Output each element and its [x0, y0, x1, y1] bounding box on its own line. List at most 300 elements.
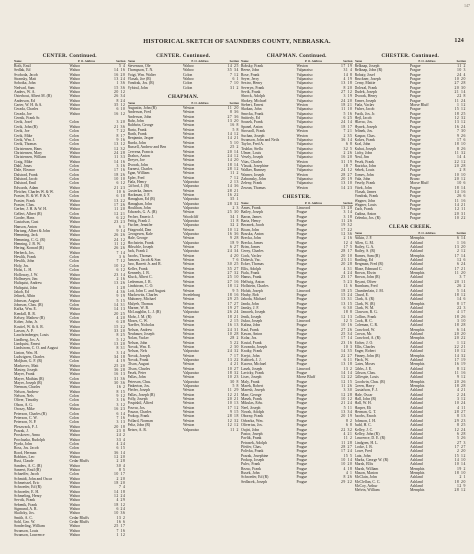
section-number: 13 28: [340, 205, 353, 210]
po-address: Colon: [69, 415, 79, 420]
section-number: 8 5: [118, 467, 126, 472]
po-address: Memphis: [410, 384, 425, 389]
owner-name: Peterson, C. W.: [14, 415, 38, 420]
po-address: Prague: [410, 116, 421, 121]
section-number: 18 26: [113, 172, 126, 177]
section-number: 5 16: [343, 111, 353, 116]
po-address: Weston: [296, 159, 308, 164]
owner-name: Ellis, Adolph: [241, 266, 262, 271]
owner-name: Lutz, John: [354, 453, 371, 458]
owner-name: Eicher, J. O.: [354, 340, 374, 345]
owner-name: Dobesh, Vac.: [241, 258, 262, 263]
po-address: Weston: [183, 132, 195, 137]
po-address: Prague: [410, 85, 421, 90]
po-address: Ashland: [410, 453, 423, 458]
owner-name: Swanson, Lawrence: [14, 533, 45, 538]
page-title: HISTORICAL SKETCH OF SAUNDERS COUNTY, NEBRASKA.: [143, 38, 331, 45]
section-number: 10 14: [340, 457, 353, 462]
owner-name: Holy, Jos.: [14, 263, 30, 268]
section-number: 8 25: [116, 333, 126, 338]
po-address: Wahoo: [69, 298, 81, 303]
owner-name: Jacobs, Thomas: [127, 253, 152, 258]
owner-name: Posvar, Jos.: [127, 405, 146, 410]
owner-name: Fiala, Henry: [127, 179, 147, 184]
section-number: 8 36: [229, 110, 239, 115]
owner-name: Kelley, John (R): [354, 431, 380, 436]
po-address: Wahoo: [69, 307, 81, 312]
po-address: Wahoo: [183, 68, 194, 73]
section-number: 16 19: [454, 362, 466, 367]
owner-name: Fucik, Jos. Jr.: [354, 111, 376, 116]
owner-name: Holloway, J. W.: [14, 272, 39, 277]
section-number: 7 21: [343, 129, 353, 134]
po-address: Weston: [183, 414, 195, 419]
section-number: 27 12: [340, 90, 353, 95]
po-address: Wahoo: [69, 450, 81, 455]
section-number: 17 26: [113, 203, 126, 207]
section-number: 11 32: [454, 150, 466, 155]
po-address: Ashland: [410, 475, 423, 480]
po-address: Weston: [183, 171, 195, 176]
po-address: Valparaiso: [296, 90, 313, 95]
section-number: 22 32: [340, 427, 353, 432]
owner-name: Prokop, Joseph: [241, 457, 265, 462]
section-number: 9 26: [456, 133, 466, 138]
section-number: 7 14: [116, 250, 126, 255]
po-address: Memphis: [410, 301, 425, 306]
owner-name: Dalstrad, Emil: [14, 181, 37, 186]
owner-name: Barta, Henry: [241, 219, 261, 223]
owner-name: Novak, Wm. E.: [127, 344, 152, 349]
section-number: 12 4: [343, 240, 353, 245]
owner-name: Warner, Joseph: [241, 172, 265, 177]
section-number: 14 16: [454, 189, 466, 194]
section-number: 6 8: [345, 423, 353, 428]
owner-name: Vybiral, John: [127, 85, 148, 90]
po-address: Weston: [183, 153, 195, 158]
section-number: 14 13: [113, 307, 126, 312]
section-number: 17 5: [343, 245, 353, 250]
section-number: 2 13: [229, 179, 239, 184]
po-address: Weston: [183, 401, 195, 406]
po-address: Valparaiso: [296, 81, 313, 86]
section-number: 18 9: [229, 240, 239, 245]
owner-name: Skalicky, Jos.: [14, 511, 35, 516]
po-address: Ashland: [410, 262, 423, 267]
po-address: Cedar Bluffs: [69, 520, 89, 525]
owner-name: Mason, Marion: [354, 470, 378, 475]
owner-name: McLaughlin, L. J. (R): [127, 310, 161, 315]
owner-name: Zeleny, Frank: [241, 181, 263, 186]
po-address: Wahoo: [69, 103, 81, 108]
section-heading: CHAPMAN.: [167, 94, 199, 101]
section-number: 30 25: [227, 262, 239, 267]
po-address: Ashland: [410, 358, 423, 362]
owner-name: Kluck, Albert C.: [127, 275, 153, 280]
owner-name: Marsh, William: [354, 466, 379, 471]
po-address: Prague: [296, 258, 308, 263]
po-address: Ashland: [410, 371, 423, 376]
po-address: Prague: [410, 172, 421, 177]
po-address: Wahoo: [69, 476, 81, 481]
owner-name: Hall, John (R): [354, 397, 377, 402]
page-number: 124: [454, 38, 464, 44]
section-number: 31 19: [340, 159, 353, 164]
owner-name: Cerik, Mike: [14, 133, 33, 138]
section-number: 20 20: [454, 331, 466, 336]
owner-name: Jelinek, Albin: [14, 294, 36, 299]
owner-name: Shrock, Adolph: [241, 94, 265, 99]
owner-name: Svoboda, Jacob: [14, 72, 38, 77]
po-address: Colon: [183, 85, 193, 90]
owner-name: Odvarka, Wm.: [241, 418, 264, 423]
owner-name: Ecker, Thomas: [241, 262, 264, 267]
section-number: 19 2: [456, 466, 466, 471]
owner-name: Sevcik, Frank: [14, 498, 36, 503]
section-number: 10 24: [454, 401, 466, 406]
po-address: Valparaiso: [183, 219, 200, 223]
po-address: Prague: [296, 219, 308, 223]
po-address: Valparaiso: [183, 249, 200, 254]
po-address: Prague: [296, 245, 308, 250]
owner-name: Oliver, Timothy: [14, 398, 39, 403]
po-address: Prague: [296, 253, 308, 258]
section-number: 8 31: [116, 346, 126, 351]
section-number: 2 26: [343, 150, 353, 155]
owner-name: Walker, Rumsey: [241, 168, 267, 173]
owner-name: Keller, Frank: [127, 266, 148, 271]
owner-name: Polivka, Frank: [241, 449, 264, 454]
section-number: 17 24: [340, 449, 353, 454]
po-address: Wahoo: [69, 107, 81, 112]
owner-name: Zelenka, Jos. (R): [354, 216, 381, 221]
section-number: 4 29: [116, 498, 126, 503]
owner-name: Christensen, Hans: [14, 146, 42, 151]
section-number: 32 5: [343, 146, 353, 151]
po-address: Ashland: [410, 414, 423, 419]
section-number: 20 21: [227, 397, 239, 402]
owner-name: Zach, Frank: [354, 207, 373, 212]
owner-name: Cerada, Joe: [14, 111, 32, 116]
po-address: Prague: [296, 353, 308, 358]
po-address: Weston: [296, 133, 308, 138]
section-number: 13 2: [116, 515, 126, 520]
section-number: 28 2: [229, 336, 239, 341]
owner-name: Dvorak, John: [127, 162, 148, 167]
po-address: Wahoo: [69, 207, 81, 212]
po-address: Weston: [183, 366, 195, 371]
po-address: Wahoo: [69, 355, 81, 360]
owner-name: Sousek, Frank: [241, 120, 263, 125]
column-label-name: Name: [241, 59, 249, 63]
section-number: 14 12: [227, 132, 239, 137]
owner-name: Cervena, Francis: [127, 149, 154, 154]
section-number: 14 18: [113, 489, 126, 494]
section-number: 8 26: [456, 146, 466, 151]
section-number: 23 16: [340, 340, 353, 345]
section-number: 16 20: [113, 72, 126, 77]
owner-name: Vlasak, Joe (R): [127, 77, 152, 82]
owner-name: Kral, John: [354, 142, 371, 147]
section-number: 4 21: [343, 431, 353, 436]
section-number: 10 22: [454, 216, 466, 221]
section-number: 2 20: [116, 476, 126, 481]
po-address: Prague: [296, 327, 308, 332]
po-address: Linwood: [296, 205, 311, 210]
po-address: Wahoo: [69, 368, 81, 373]
owner-name: Olson, Charles: [127, 366, 151, 371]
owner-name: Dalstrad, Frank: [14, 172, 38, 177]
section-number: 14 16: [113, 68, 126, 73]
owner-name: Ruzicka, John: [354, 163, 377, 168]
section-number: 6 12: [116, 181, 126, 186]
owner-name: Kovanda, Joseph: [241, 344, 267, 349]
owner-name: Dolezal, Frank: [354, 85, 378, 90]
section-number: 3 16: [116, 398, 126, 403]
po-address: Ashland: [410, 318, 423, 323]
po-address: Prague: [410, 155, 421, 160]
section-number: 8 2: [345, 418, 353, 423]
section-number: 10 12: [340, 397, 353, 402]
owner-name: Anderson, Fred: [127, 110, 152, 115]
owner-name: Schroeder, E. H.: [14, 489, 40, 494]
section-number: 26 26: [113, 233, 126, 238]
po-address: Wahoo: [69, 72, 81, 77]
owner-name: Mikulas, Edw.: [241, 401, 264, 406]
owner-name: Marek, Robert: [241, 384, 264, 389]
owner-name: Olson, A. G.: [14, 402, 34, 407]
po-address: Valparaiso: [183, 232, 200, 237]
po-address: Memphis: [410, 253, 425, 258]
owner-name: Robbins, Leo: [14, 454, 35, 459]
owner-name: Finney, John (R): [354, 353, 380, 358]
section-number: 12 6: [456, 258, 466, 263]
po-address: Colon: [69, 176, 79, 181]
section-number: 11 12: [114, 242, 126, 247]
section-number: 6 24: [456, 262, 466, 267]
owner-name: Skokan, John: [241, 107, 262, 112]
po-address: Swedeburg: [183, 292, 201, 297]
owner-name: Carter, W. H. & A.: [14, 103, 43, 108]
section-number: 16 36: [227, 232, 239, 237]
section-number: 26 24: [227, 310, 239, 315]
po-address: Weston: [183, 258, 195, 263]
section-number: 17 21: [454, 266, 466, 271]
owner-name: Lowe, Fred: [354, 449, 373, 454]
section-number: 25 34: [340, 331, 353, 336]
po-address: Wahoo: [69, 463, 81, 468]
section-number: 22 27: [340, 353, 353, 358]
owner-name: Sextro, Henry: [241, 81, 263, 86]
section-number: 20 22: [454, 336, 466, 341]
section-number: 23 11: [341, 258, 353, 263]
section-number: 6 1: [232, 77, 239, 82]
section-number: 17 19: [340, 64, 353, 68]
owner-name: Gorder, Hans: [14, 216, 35, 221]
po-address: Prague: [296, 249, 308, 254]
po-address: Wahoo: [69, 64, 81, 68]
owner-name: Pfeifer, Joseph: [127, 388, 150, 393]
po-address: Ashland: [410, 331, 423, 336]
section-number: 7 12: [229, 175, 239, 180]
po-address: Weston: [183, 405, 195, 410]
section-heading: CHESTER. Continued.: [381, 53, 440, 59]
section-number: 6 14: [116, 411, 126, 416]
owner-name: Maresh, Joseph: [241, 388, 265, 393]
owner-name: Naeffer, Nicholas: [127, 323, 155, 328]
po-address: Weston: [183, 340, 195, 345]
owner-name: Jansky, J. F.: [241, 305, 260, 310]
section-number: 3 14: [116, 350, 126, 355]
owner-name: Frasier, Chas.: [14, 203, 35, 207]
po-address: Prague: [296, 431, 308, 436]
po-address: Weston: [183, 210, 195, 215]
po-address: Prague: [296, 301, 308, 306]
po-address: Colon: [69, 181, 79, 186]
owner-name: Marsh, Ellis: [354, 462, 374, 467]
section-number: 12 32: [454, 116, 466, 121]
section-number: 21 36: [113, 124, 126, 129]
po-address: Ashland: [410, 405, 423, 410]
po-address: Prague: [410, 142, 421, 147]
po-address: Prague: [410, 194, 421, 199]
po-address: Wahoo: [69, 85, 81, 90]
owner-name: Vondrak, Jos. (R): [127, 81, 155, 86]
owner-name: Dreyer, Joe: [127, 158, 145, 163]
section-number: 18 20: [113, 481, 126, 485]
po-address: Colon: [69, 129, 79, 134]
owner-name: Janda, John: [241, 301, 259, 306]
section-number: 16 24: [454, 124, 466, 129]
po-address: Memphis: [410, 466, 425, 471]
section-number: 2 12: [456, 249, 466, 254]
po-address: Wahoo: [69, 98, 81, 103]
po-address: Weston: [183, 344, 195, 349]
section-number: 20 12: [454, 176, 466, 181]
po-address: Colon: [69, 472, 79, 477]
owner-name: Kostiel, W. & A. R.: [14, 324, 44, 329]
section-number: 9 15: [229, 410, 239, 415]
owner-name: Locke, J. B.: [354, 444, 373, 449]
owner-name: Lindquist, Ernest: [14, 342, 41, 346]
section-number: 3 30: [343, 388, 353, 393]
owner-name: Pastor, Joseph: [241, 431, 263, 436]
owner-name: Pleszwack, F. J.: [14, 424, 39, 429]
section-number: 34 18: [113, 355, 126, 360]
owner-name: Pospishil, Alfred: [127, 401, 154, 406]
po-address: Wahoo: [69, 224, 81, 229]
section-number: 31 4: [343, 68, 353, 73]
po-address: Valparaiso: [296, 124, 313, 129]
owner-name: Lederman, J. R.: [127, 279, 152, 284]
section-number: 13 26: [113, 281, 126, 286]
owner-name: Peltz, John (R): [127, 423, 151, 428]
po-address: Wahoo: [69, 276, 81, 281]
owner-name: Robsky, Frank: [241, 64, 264, 68]
section-number: 2 16: [116, 276, 126, 281]
owner-name: Linton, Wm. H.: [14, 350, 39, 355]
section-number: 31 36: [113, 376, 126, 381]
po-address: Valparaiso: [296, 176, 313, 181]
po-address: Wahoo: [69, 524, 81, 529]
owner-name: Gates, Moses: [354, 362, 375, 367]
section-number: 5 10: [229, 140, 239, 145]
section-number: 20 12: [113, 90, 126, 95]
po-address: Prague: [296, 457, 308, 462]
po-address: Prague: [296, 405, 308, 410]
section-number: 7 12: [116, 259, 126, 264]
section-number: 20 28: [340, 262, 353, 267]
section-heading: CLEAR CREEK.: [388, 224, 432, 231]
owner-name: Novak, Adolph: [241, 410, 265, 415]
po-address: Prague: [296, 379, 308, 384]
po-address: Prague: [296, 297, 308, 302]
po-address: Wahoo: [69, 237, 81, 242]
po-address: Valparaiso: [183, 358, 200, 362]
owner-name: Melvin, William: [354, 488, 380, 493]
section-number: 21 23: [113, 185, 126, 190]
po-address: Ashland: [410, 410, 423, 415]
section-number: 36 28: [113, 368, 126, 373]
section-number: 27 32: [227, 271, 239, 276]
po-address: Colon: [69, 259, 79, 264]
owner-name: Rust, Claude: [14, 459, 34, 464]
po-address: Wahoo: [69, 272, 81, 277]
owner-name: Malyeb, Thomas: [127, 301, 154, 306]
po-address: Memphis: [410, 353, 425, 358]
section-number: 30 4: [116, 463, 126, 468]
section-number: 15 24: [340, 292, 353, 297]
po-address: Prague: [296, 397, 308, 402]
section-number: 5 26: [456, 436, 466, 441]
po-address: Wahoo: [69, 528, 81, 533]
section-number: 11 16: [454, 198, 466, 203]
po-address: Wahoo: [69, 320, 81, 325]
po-address: Prague: [296, 479, 308, 484]
po-address: Ashland: [410, 240, 423, 245]
po-address: Prague: [296, 344, 308, 349]
section-number: 3 12: [116, 402, 126, 407]
po-address: Colon: [69, 189, 79, 194]
owner-name: Holub, Joseph: [241, 288, 263, 293]
section-number: 12 22: [340, 375, 353, 380]
owner-name: Polly, Joseph: [127, 397, 148, 402]
po-address: Morse Bluff: [410, 103, 429, 108]
section-number: 8 25: [456, 423, 466, 428]
section-number: 6 25: [343, 116, 353, 121]
owner-name: Herman, G. T.: [354, 410, 377, 415]
section-number: 24 4: [456, 72, 466, 77]
po-address: Memphis: [410, 236, 425, 241]
po-address: Wahoo: [69, 81, 81, 86]
section-number: 3 16: [116, 163, 126, 168]
po-address: Prague: [410, 98, 421, 103]
po-address: Ashland: [410, 423, 423, 428]
section-number: 2 16: [343, 236, 353, 241]
column-label-section: Section: [229, 101, 239, 106]
po-address: Weston: [296, 172, 308, 177]
section-number: 10 3: [456, 68, 466, 73]
po-address: Morse Bluff: [410, 181, 429, 186]
owner-name: Anders, W. A.: [14, 90, 36, 95]
owner-name: Baldwin, George: [127, 123, 154, 128]
owner-name: Hanaghan, John: [127, 201, 152, 206]
po-address: Weston: [183, 262, 195, 267]
po-address: Prague: [296, 314, 308, 319]
po-address: Prague: [410, 198, 421, 203]
po-address: Prague: [410, 77, 421, 82]
owner-name: Edwards, G. A. (R): [127, 210, 157, 215]
